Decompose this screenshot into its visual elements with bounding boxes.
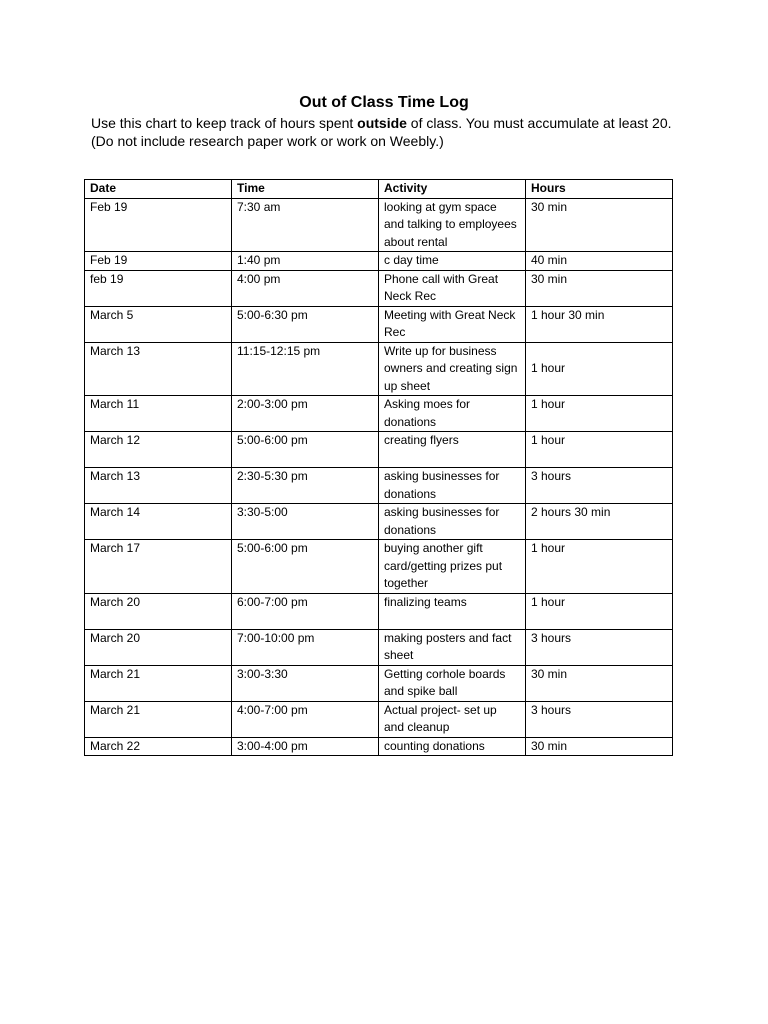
cell-hours: 1 hour bbox=[526, 342, 673, 396]
cell-date: March 14 bbox=[85, 504, 232, 540]
table-row bbox=[85, 198, 673, 252]
table-row bbox=[85, 468, 673, 504]
cell-time: 1:40 pm bbox=[232, 252, 379, 271]
cell-hours: 3 hours bbox=[526, 629, 673, 665]
header-time: Time bbox=[232, 180, 379, 199]
cell-time: 6:00-7:00 pm bbox=[232, 593, 379, 629]
cell-activity: Meeting with Great Neck Rec bbox=[379, 306, 526, 342]
cell-date: March 13 bbox=[85, 342, 232, 396]
cell-time: 5:00-6:30 pm bbox=[232, 306, 379, 342]
cell-hours: 30 min bbox=[526, 737, 673, 756]
cell-activity: buying another gift card/getting prizes put together bbox=[379, 540, 526, 594]
header-hours: Hours bbox=[526, 180, 673, 199]
cell-date: Feb 19 bbox=[85, 198, 232, 252]
cell-hours: 30 min bbox=[526, 665, 673, 701]
table-header-row bbox=[85, 180, 673, 199]
table-row bbox=[85, 432, 673, 468]
cell-hours: 3 hours bbox=[526, 468, 673, 504]
cell-activity: Phone call with Great Neck Rec bbox=[379, 270, 526, 306]
instructions-text-end: of class. You must accumulate at least 20. bbox=[406, 115, 672, 131]
cell-activity: Write up for business owners and creating sign up sheet bbox=[379, 342, 526, 396]
cell-hours: 1 hour 30 min bbox=[526, 306, 673, 342]
cell-hours: 1 hour bbox=[526, 593, 673, 629]
cell-date: March 22 bbox=[85, 737, 232, 756]
cell-time: 7:30 am bbox=[232, 198, 379, 252]
cell-hours: 40 min bbox=[526, 252, 673, 271]
instructions-text: Use this chart to keep track of hours spent bbox=[91, 115, 358, 131]
cell-activity: Getting corhole boards and spike ball bbox=[379, 665, 526, 701]
cell-date: feb 19 bbox=[85, 270, 232, 306]
cell-date: March 17 bbox=[85, 540, 232, 594]
cell-time: 3:00-3:30 bbox=[232, 665, 379, 701]
cell-time: 3:30-5:00 bbox=[232, 504, 379, 540]
cell-time: 5:00-6:00 pm bbox=[232, 432, 379, 468]
table-row bbox=[85, 306, 673, 342]
instructions-note: (Do not include research paper work or work on Weebly.) bbox=[91, 132, 444, 149]
cell-hours: 2 hours 30 min bbox=[526, 504, 673, 540]
instructions bbox=[91, 115, 691, 150]
cell-activity: asking businesses for donations bbox=[379, 468, 526, 504]
table-row bbox=[85, 665, 673, 701]
table-row bbox=[85, 504, 673, 540]
cell-date: March 12 bbox=[85, 432, 232, 468]
cell-activity: c day time bbox=[379, 252, 526, 271]
table-row bbox=[85, 629, 673, 665]
cell-time: 2:30-5:30 pm bbox=[232, 468, 379, 504]
cell-date: March 21 bbox=[85, 665, 232, 701]
cell-date: Feb 19 bbox=[85, 252, 232, 271]
cell-time: 4:00 pm bbox=[232, 270, 379, 306]
cell-activity: asking businesses for donations bbox=[379, 504, 526, 540]
table-body bbox=[85, 198, 673, 756]
cell-activity: creating flyers bbox=[379, 432, 526, 468]
cell-activity: Actual project- set up and cleanup bbox=[379, 701, 526, 737]
table-row bbox=[85, 701, 673, 737]
cell-date: March 20 bbox=[85, 593, 232, 629]
cell-date: March 20 bbox=[85, 629, 232, 665]
cell-date: March 5 bbox=[85, 306, 232, 342]
table-row bbox=[85, 540, 673, 594]
header-date: Date bbox=[85, 180, 232, 199]
cell-time: 2:00-3:00 pm bbox=[232, 396, 379, 432]
cell-time: 5:00-6:00 pm bbox=[232, 540, 379, 594]
table-row bbox=[85, 396, 673, 432]
page-title: Out of Class Time Log bbox=[299, 94, 469, 111]
cell-hours: 1 hour bbox=[526, 396, 673, 432]
cell-hours: 3 hours bbox=[526, 701, 673, 737]
cell-activity: Asking moes for donations bbox=[379, 396, 526, 432]
cell-hours: 1 hour bbox=[526, 540, 673, 594]
table-row bbox=[85, 270, 673, 306]
cell-hours: 1 hour bbox=[526, 432, 673, 468]
cell-time: 4:00-7:00 pm bbox=[232, 701, 379, 737]
cell-date: March 13 bbox=[85, 468, 232, 504]
cell-hours: 30 min bbox=[526, 198, 673, 252]
cell-activity: finalizing teams bbox=[379, 593, 526, 629]
cell-hours: 30 min bbox=[526, 270, 673, 306]
cell-activity: making posters and fact sheet bbox=[379, 629, 526, 665]
instructions-emphasis: outside bbox=[357, 115, 407, 131]
cell-date: March 21 bbox=[85, 701, 232, 737]
time-log-table bbox=[84, 179, 673, 756]
cell-activity: looking at gym space and talking to employees about rental bbox=[379, 198, 526, 252]
cell-time: 7:00-10:00 pm bbox=[232, 629, 379, 665]
cell-time: 11:15-12:15 pm bbox=[232, 342, 379, 396]
table-row bbox=[85, 737, 673, 756]
table-row bbox=[85, 342, 673, 396]
cell-activity: counting donations bbox=[379, 737, 526, 756]
cell-date: March 11 bbox=[85, 396, 232, 432]
table-row bbox=[85, 252, 673, 271]
cell-time: 3:00-4:00 pm bbox=[232, 737, 379, 756]
table-row bbox=[85, 593, 673, 629]
header-activity: Activity bbox=[379, 180, 526, 199]
